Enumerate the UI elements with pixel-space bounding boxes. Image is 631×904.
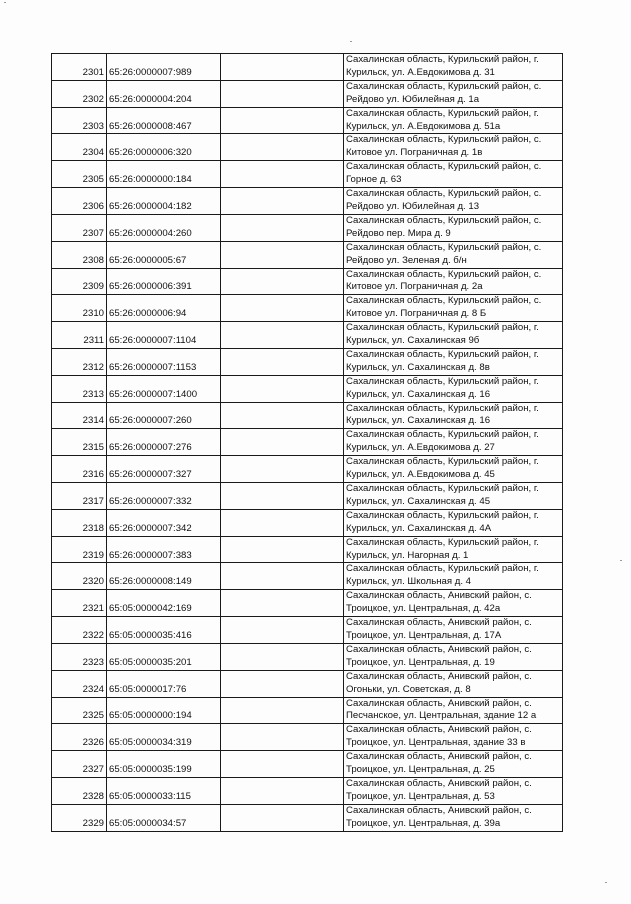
- empty-cell: [221, 563, 344, 590]
- address-line-1: Сахалинская область, Курильский район, г.: [346, 375, 539, 387]
- address-line-2: Курильск, ул. А.Евдокимова д. 51а: [346, 120, 501, 132]
- address-cell: [344, 375, 563, 402]
- cadastral-number: 65:26:0000007:1153: [107, 348, 221, 375]
- row-number: 2321: [52, 590, 107, 617]
- scan-speck: [350, 41, 352, 42]
- address-line-1: Сахалинская область, Курильский район, с.: [346, 134, 542, 146]
- address-line-2: Курильск, ул. А.Евдокимова д. 31: [346, 66, 495, 78]
- address-line-2: Троицкое, ул. Центральная, д. 53: [346, 790, 495, 802]
- empty-cell: [221, 429, 344, 456]
- empty-cell: [221, 375, 344, 402]
- address-line-2: Курильск, ул. Сахалинская д. 16: [346, 388, 491, 400]
- address-cell: [344, 295, 563, 322]
- address-line-1: Сахалинская область, Курильский район, г.: [346, 402, 539, 414]
- cadastral-number: 65:26:0000007:1400: [107, 375, 221, 402]
- empty-cell: [221, 268, 344, 295]
- table-row: [52, 402, 563, 429]
- address-cell: [344, 322, 563, 349]
- cadastral-number: 65:05:0000042:169: [107, 590, 221, 617]
- row-number: 2301: [52, 54, 107, 81]
- address-line-1: Сахалинская область, Курильский район, с.: [346, 80, 542, 92]
- address-line-1: Сахалинская область, Анивский район, с.: [346, 751, 532, 763]
- scan-speck: [620, 560, 622, 561]
- address-line-2: Китовое ул. Пограничная д. 1в: [346, 147, 483, 159]
- cadastral-number: 65:05:0000034:57: [107, 804, 221, 831]
- empty-cell: [221, 402, 344, 429]
- row-number: 2304: [52, 134, 107, 161]
- address-line-2: Рейдово ул. Юбилейная д. 13: [346, 200, 480, 212]
- empty-cell: [221, 295, 344, 322]
- table-row: [52, 107, 563, 134]
- row-number: 2309: [52, 268, 107, 295]
- empty-cell: [221, 724, 344, 751]
- row-number: 2326: [52, 724, 107, 751]
- empty-cell: [221, 536, 344, 563]
- cadastral-number: 65:05:0000035:416: [107, 617, 221, 644]
- cadastral-number: 65:26:0000007:383: [107, 536, 221, 563]
- address-cell: [344, 241, 563, 268]
- address-line-1: Сахалинская область, Курильский район, г.: [346, 509, 539, 521]
- row-number: 2315: [52, 429, 107, 456]
- address-cell: [344, 161, 563, 188]
- address-line-2: Курильск, ул. Сахалинская д. 8в: [346, 361, 490, 373]
- table-row: [52, 134, 563, 161]
- address-line-2: Троицкое, ул. Центральная, здание 33 в: [346, 737, 526, 749]
- table-row: [52, 697, 563, 724]
- table-row: [52, 670, 563, 697]
- table-row: [52, 536, 563, 563]
- empty-cell: [221, 483, 344, 510]
- row-number: 2310: [52, 295, 107, 322]
- row-number: 2313: [52, 375, 107, 402]
- table-row: [52, 214, 563, 241]
- address-cell: [344, 483, 563, 510]
- empty-cell: [221, 134, 344, 161]
- address-cell: [344, 80, 563, 107]
- row-number: 2325: [52, 697, 107, 724]
- table-row: [52, 54, 563, 81]
- row-number: 2303: [52, 107, 107, 134]
- address-cell: [344, 590, 563, 617]
- address-cell: [344, 536, 563, 563]
- empty-cell: [221, 643, 344, 670]
- cadastral-number: 65:05:0000000:194: [107, 697, 221, 724]
- address-cell: [344, 697, 563, 724]
- address-cell: [344, 456, 563, 483]
- table-row: [52, 188, 563, 215]
- scan-speck: [605, 882, 607, 883]
- address-line-2: Курильск, ул. Школьная д. 4: [346, 576, 471, 588]
- scan-speck: [4, 2, 6, 3]
- address-line-1: Сахалинская область, Курильский район, г.: [346, 563, 539, 575]
- empty-cell: [221, 214, 344, 241]
- address-line-2: Троицкое, ул. Центральная, д. 17А: [346, 629, 502, 641]
- address-line-2: Курильск, ул. Нагорная д. 1: [346, 549, 469, 561]
- cadastral-number: 65:05:0000033:115: [107, 777, 221, 804]
- address-line-1: Сахалинская область, Курильский район, с.: [346, 214, 542, 226]
- row-number: 2316: [52, 456, 107, 483]
- address-line-2: Курильск, ул. Сахалинская д. 45: [346, 495, 491, 507]
- table-row: [52, 295, 563, 322]
- table-row: [52, 590, 563, 617]
- cadastral-number: 65:26:0000007:332: [107, 483, 221, 510]
- empty-cell: [221, 107, 344, 134]
- table-row: [52, 375, 563, 402]
- address-line-2: Курильск, ул. Сахалинская д. 16: [346, 415, 491, 427]
- address-line-2: Песчанское, ул. Центральная, здание 12 а: [346, 710, 537, 722]
- address-cell: [344, 214, 563, 241]
- cadastral-number: 65:26:0000007:327: [107, 456, 221, 483]
- cadastral-number: 65:05:0000034:319: [107, 724, 221, 751]
- address-cell: [344, 402, 563, 429]
- address-line-2: Китовое ул. Пограничная д. 8 Б: [346, 308, 487, 320]
- address-cell: [344, 348, 563, 375]
- cadastral-number: 65:26:0000004:182: [107, 188, 221, 215]
- address-line-2: Курильск, ул. А.Евдокимова д. 45: [346, 469, 495, 481]
- address-line-1: Сахалинская область, Курильский район, г.: [346, 322, 539, 334]
- cadastral-number: 65:26:0000006:391: [107, 268, 221, 295]
- registry-table-body: [52, 54, 563, 832]
- empty-cell: [221, 80, 344, 107]
- address-line-1: Сахалинская область, Курильский район, с.: [346, 241, 542, 253]
- address-line-1: Сахалинская область, Анивский район, с.: [346, 590, 532, 602]
- table-row: [52, 483, 563, 510]
- address-line-2: Рейдово ул. Зеленая д. б/н: [346, 254, 467, 266]
- address-cell: [344, 429, 563, 456]
- empty-cell: [221, 241, 344, 268]
- address-line-1: Сахалинская область, Курильский район, с.: [346, 188, 542, 200]
- address-line-2: Троицкое, ул. Центральная, д. 25: [346, 764, 495, 776]
- address-line-2: Курильск, ул. А.Евдокимова д. 27: [346, 442, 495, 454]
- address-line-2: Троицкое, ул. Центральная, д. 39а: [346, 817, 501, 829]
- empty-cell: [221, 188, 344, 215]
- row-number: 2323: [52, 643, 107, 670]
- address-line-2: Курильск, ул. Сахалинская 9б: [346, 335, 480, 347]
- cadastral-number: 65:26:0000000:184: [107, 161, 221, 188]
- address-line-2: Рейдово ул. Юбилейная д. 1а: [346, 93, 480, 105]
- row-number: 2302: [52, 80, 107, 107]
- address-cell: [344, 670, 563, 697]
- cadastral-number: 65:26:0000007:989: [107, 54, 221, 81]
- property-registry-table: [51, 53, 563, 832]
- empty-cell: [221, 509, 344, 536]
- address-line-2: Горное д. 63: [346, 174, 402, 186]
- address-line-1: Сахалинская область, Анивский район, с.: [346, 777, 532, 789]
- table-row: [52, 456, 563, 483]
- table-row: [52, 509, 563, 536]
- address-line-1: Сахалинская область, Курильский район, с.: [346, 161, 542, 173]
- address-line-1: Сахалинская область, Курильский район, г.: [346, 456, 539, 468]
- empty-cell: [221, 751, 344, 778]
- row-number: 2317: [52, 483, 107, 510]
- address-cell: [344, 134, 563, 161]
- table-row: [52, 80, 563, 107]
- table-row: [52, 643, 563, 670]
- empty-cell: [221, 697, 344, 724]
- empty-cell: [221, 54, 344, 81]
- address-line-1: Сахалинская область, Курильский район, г.: [346, 429, 539, 441]
- table-row: [52, 429, 563, 456]
- table-row: [52, 161, 563, 188]
- row-number: 2305: [52, 161, 107, 188]
- empty-cell: [221, 322, 344, 349]
- cadastral-number: 65:26:0000006:94: [107, 295, 221, 322]
- row-number: 2319: [52, 536, 107, 563]
- address-line-2: Троицкое, ул. Центральная, д. 19: [346, 656, 495, 668]
- cadastral-number: 65:26:0000005:67: [107, 241, 221, 268]
- table-row: [52, 724, 563, 751]
- table-row: [52, 241, 563, 268]
- address-cell: [344, 563, 563, 590]
- row-number: 2329: [52, 804, 107, 831]
- empty-cell: [221, 670, 344, 697]
- address-cell: [344, 509, 563, 536]
- cadastral-number: 65:26:0000008:467: [107, 107, 221, 134]
- address-line-1: Сахалинская область, Курильский район, с.: [346, 295, 542, 307]
- row-number: 2328: [52, 777, 107, 804]
- address-cell: [344, 724, 563, 751]
- cadastral-number: 65:26:0000007:1104: [107, 322, 221, 349]
- cadastral-number: 65:05:0000035:199: [107, 751, 221, 778]
- row-number: 2324: [52, 670, 107, 697]
- cadastral-number: 65:05:0000017:76: [107, 670, 221, 697]
- cadastral-number: 65:26:0000006:320: [107, 134, 221, 161]
- address-line-1: Сахалинская область, Курильский район, с.: [346, 268, 542, 280]
- address-cell: [344, 268, 563, 295]
- address-cell: [344, 751, 563, 778]
- address-line-2: Курильск, ул. Сахалинская д. 4А: [346, 522, 492, 534]
- address-line-1: Сахалинская область, Курильский район, г.: [346, 54, 539, 65]
- address-line-1: Сахалинская область, Курильский район, г.: [346, 483, 539, 494]
- address-line-1: Сахалинская область, Курильский район, г.: [346, 107, 539, 119]
- table-row: [52, 322, 563, 349]
- cadastral-number: 65:26:0000007:276: [107, 429, 221, 456]
- empty-cell: [221, 456, 344, 483]
- address-line-2: Огоньки, ул. Советская, д. 8: [346, 683, 471, 695]
- table-row: [52, 348, 563, 375]
- cadastral-number: 65:26:0000007:342: [107, 509, 221, 536]
- table-row: [52, 617, 563, 644]
- table-row: [52, 268, 563, 295]
- address-line-1: Сахалинская область, Анивский район, с.: [346, 643, 532, 655]
- row-number: 2320: [52, 563, 107, 590]
- address-line-1: Сахалинская область, Курильский район, г.: [346, 348, 539, 360]
- address-cell: [344, 617, 563, 644]
- row-number: 2311: [52, 322, 107, 349]
- row-number: 2306: [52, 188, 107, 215]
- address-line-1: Сахалинская область, Анивский район, с.: [346, 617, 532, 629]
- address-line-2: Китовое ул. Пограничная д. 2а: [346, 281, 483, 293]
- cadastral-number: 65:26:0000007:260: [107, 402, 221, 429]
- table-row: [52, 751, 563, 778]
- row-number: 2314: [52, 402, 107, 429]
- address-line-1: Сахалинская область, Анивский район, с.: [346, 804, 532, 816]
- address-cell: [344, 643, 563, 670]
- row-number: 2308: [52, 241, 107, 268]
- row-number: 2322: [52, 617, 107, 644]
- cadastral-number: 65:26:0000004:204: [107, 80, 221, 107]
- address-line-1: Сахалинская область, Анивский район, с.: [346, 697, 532, 709]
- empty-cell: [221, 161, 344, 188]
- row-number: 2307: [52, 214, 107, 241]
- address-line-1: Сахалинская область, Анивский район, с.: [346, 670, 532, 682]
- address-line-2: Троицкое, ул. Центральная, д. 42а: [346, 603, 501, 615]
- address-cell: [344, 54, 563, 81]
- table-row: [52, 777, 563, 804]
- address-cell: [344, 804, 563, 831]
- empty-cell: [221, 777, 344, 804]
- address-line-1: Сахалинская область, Курильский район, г.: [346, 536, 539, 548]
- empty-cell: [221, 804, 344, 831]
- empty-cell: [221, 590, 344, 617]
- address-cell: [344, 777, 563, 804]
- row-number: 2312: [52, 348, 107, 375]
- empty-cell: [221, 617, 344, 644]
- cadastral-number: 65:05:0000035:201: [107, 643, 221, 670]
- empty-cell: [221, 348, 344, 375]
- address-cell: [344, 188, 563, 215]
- address-line-2: Рейдово пер. Мира д. 9: [346, 227, 451, 239]
- cadastral-number: 65:26:0000008:149: [107, 563, 221, 590]
- table-row: [52, 563, 563, 590]
- table-row: [52, 804, 563, 831]
- row-number: 2327: [52, 751, 107, 778]
- cadastral-number: 65:26:0000004:260: [107, 214, 221, 241]
- address-line-1: Сахалинская область, Анивский район, с.: [346, 724, 532, 736]
- address-cell: [344, 107, 563, 134]
- row-number: 2318: [52, 509, 107, 536]
